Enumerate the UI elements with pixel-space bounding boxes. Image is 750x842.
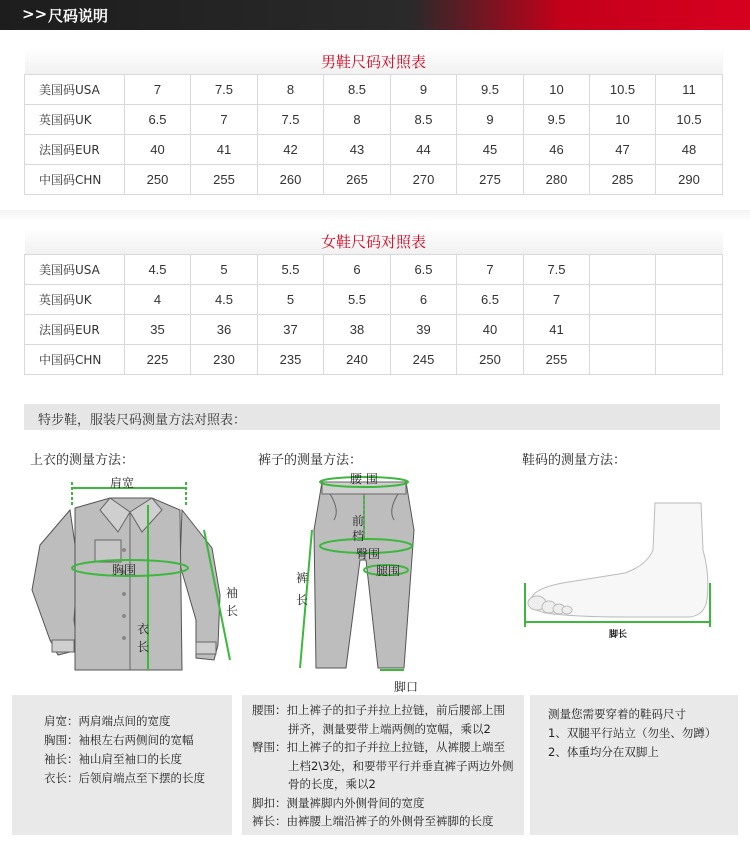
men-size-table xyxy=(24,48,723,195)
legend-line: 拼齐，测量要带上端两侧的宽幅，乘以2 xyxy=(288,721,491,736)
table-cell: 9.5 xyxy=(457,75,524,105)
table-cell: 5.5 xyxy=(324,285,391,315)
table-cell: 275 xyxy=(457,165,524,195)
table-cell: 37 xyxy=(258,315,324,345)
table-cell: 7.5 xyxy=(258,105,324,135)
table-cell: 47 xyxy=(590,135,656,165)
foot-diagram xyxy=(515,495,720,645)
table-cell: 240 xyxy=(324,345,391,375)
chevron-double-right-icon: >> xyxy=(22,5,48,23)
table-cell: 7 xyxy=(457,255,524,285)
row-label: 美国码USA xyxy=(25,75,125,105)
legend-line: 上档2\3处，和要带平行并垂直裤子两边外侧 xyxy=(288,758,514,773)
table-cell: 45 xyxy=(457,135,524,165)
table-cell: 230 xyxy=(191,345,258,375)
table-cell: 48 xyxy=(656,135,723,165)
front-rise-label: 前档 xyxy=(352,514,365,543)
table-row xyxy=(25,345,723,375)
pants-length-label: 裤长 xyxy=(296,571,309,607)
table-cell: 41 xyxy=(191,135,258,165)
table-row xyxy=(25,285,723,315)
table-cell: 6.5 xyxy=(457,285,524,315)
length-label: 衣长 xyxy=(137,622,150,654)
table-cell: 39 xyxy=(391,315,457,345)
table-cell: 36 xyxy=(191,315,258,345)
waist-label: 腰 围 xyxy=(350,472,378,486)
table-cell: 7 xyxy=(191,105,258,135)
table-cell: 7.5 xyxy=(524,255,590,285)
table-cell: 255 xyxy=(191,165,258,195)
shoe-measure-legend xyxy=(530,695,738,835)
row-label: 法国码EUR xyxy=(25,315,125,345)
table-cell: 6 xyxy=(324,255,391,285)
row-label: 中国码CHN xyxy=(25,165,125,195)
shirt-method-title: 上衣的测量方法： xyxy=(30,453,135,468)
table-cell: 4.5 xyxy=(191,285,258,315)
table-cell: 46 xyxy=(524,135,590,165)
table-cell xyxy=(590,255,656,285)
table-cell: 40 xyxy=(457,315,524,345)
table-cell: 255 xyxy=(524,345,590,375)
table-cell: 5.5 xyxy=(258,255,324,285)
table-cell xyxy=(590,345,656,375)
table-cell xyxy=(656,345,723,375)
table-cell: 225 xyxy=(125,345,191,375)
table-cell: 35 xyxy=(125,315,191,345)
shirt-measure-legend xyxy=(12,695,232,835)
legend-line: 骨的长度，乘以2 xyxy=(288,777,376,791)
table-cell: 265 xyxy=(324,165,391,195)
legend-line: 脚扣：测量裤脚内外侧骨间的宽度 xyxy=(252,795,425,810)
men-table-caption: 男鞋尺码对照表 xyxy=(25,48,723,75)
table-cell: 250 xyxy=(457,345,524,375)
table-cell: 10.5 xyxy=(656,105,723,135)
shoulder-label: 肩宽 xyxy=(110,476,135,490)
table-cell: 8 xyxy=(324,105,391,135)
women-size-table xyxy=(24,228,723,375)
table-cell: 280 xyxy=(524,165,590,195)
table-cell: 40 xyxy=(125,135,191,165)
table-cell: 8.5 xyxy=(391,105,457,135)
table-cell: 235 xyxy=(258,345,324,375)
row-label: 英国码UK xyxy=(25,105,125,135)
table-cell: 8.5 xyxy=(324,75,391,105)
table-cell: 10 xyxy=(524,75,590,105)
table-cell: 290 xyxy=(656,165,723,195)
table-cell: 5 xyxy=(191,255,258,285)
legend-line: 胸围：袖根左右两侧间的宽幅 xyxy=(44,733,194,747)
row-label: 法国码EUR xyxy=(25,135,125,165)
section-divider xyxy=(0,210,750,222)
table-row xyxy=(25,315,723,345)
chest-label: 胸围 xyxy=(112,563,137,577)
table-cell: 8 xyxy=(258,75,324,105)
table-cell: 260 xyxy=(258,165,324,195)
hip-label: 臀围 xyxy=(356,547,381,561)
table-row xyxy=(25,75,723,105)
legend-line: 2、体重均分在双脚上 xyxy=(548,745,659,759)
table-cell: 6.5 xyxy=(391,255,457,285)
legend-line: 衣长：后领肩端点至下摆的长度 xyxy=(44,771,205,785)
thigh-label: 腿围 xyxy=(376,564,401,578)
table-cell xyxy=(656,315,723,345)
legend-line: 裤长：由裤腰上端沿裤子的外侧骨至裤脚的长度 xyxy=(252,814,494,828)
legend-line: 测量您需要穿着的鞋码尺寸 xyxy=(548,707,686,721)
measure-section-bar xyxy=(24,404,720,430)
table-cell: 11 xyxy=(656,75,723,105)
shoe-method-title: 鞋码的测量方法： xyxy=(522,453,627,468)
table-cell: 7 xyxy=(125,75,191,105)
table-cell: 6.5 xyxy=(125,105,191,135)
table-cell: 38 xyxy=(324,315,391,345)
table-cell: 4.5 xyxy=(125,255,191,285)
legend-line: 肩宽：两肩端点间的宽度 xyxy=(44,714,171,728)
table-cell: 43 xyxy=(324,135,391,165)
table-row xyxy=(25,165,723,195)
table-cell: 245 xyxy=(391,345,457,375)
table-cell: 270 xyxy=(391,165,457,195)
table-row xyxy=(25,255,723,285)
table-cell: 5 xyxy=(258,285,324,315)
table-cell: 9 xyxy=(391,75,457,105)
table-cell: 7 xyxy=(524,285,590,315)
table-cell: 9 xyxy=(457,105,524,135)
table-cell: 10.5 xyxy=(590,75,656,105)
hem-label: 脚口 xyxy=(394,680,419,694)
table-row xyxy=(25,135,723,165)
sleeve-label: 袖长 xyxy=(226,586,239,618)
table-cell: 7.5 xyxy=(191,75,258,105)
table-cell xyxy=(656,255,723,285)
table-cell: 250 xyxy=(125,165,191,195)
table-cell: 42 xyxy=(258,135,324,165)
table-cell: 9.5 xyxy=(524,105,590,135)
table-cell xyxy=(590,285,656,315)
table-cell: 4 xyxy=(125,285,191,315)
row-label: 英国码UK xyxy=(25,285,125,315)
table-cell: 41 xyxy=(524,315,590,345)
legend-line: 臀围：扣上裤子的扣子并拉上拉链，从裤腰上端至 xyxy=(252,740,505,754)
table-cell xyxy=(590,315,656,345)
row-label: 美国码USA xyxy=(25,255,125,285)
legend-line: 腰围：扣上裤子的扣子并拉上拉链，前后腰部上围 xyxy=(252,703,505,717)
women-table-caption: 女鞋尺码对照表 xyxy=(25,228,723,255)
row-label: 中国码CHN xyxy=(25,345,125,375)
table-cell: 44 xyxy=(391,135,457,165)
measure-section-title: 特步鞋，服装尺码测量方法对照表： xyxy=(38,413,247,428)
foot-length-label: 脚长 xyxy=(609,630,628,640)
table-row xyxy=(25,105,723,135)
table-cell: 10 xyxy=(590,105,656,135)
page-header xyxy=(0,0,750,30)
pants-measure-legend xyxy=(242,695,524,835)
table-cell: 6 xyxy=(391,285,457,315)
legend-line: 1、双腿平行站立（勿坐、勿蹲） xyxy=(548,726,717,740)
table-cell xyxy=(656,285,723,315)
table-cell: 285 xyxy=(590,165,656,195)
page-title: 尺码说明 xyxy=(48,7,109,25)
legend-line: 袖长：袖山肩至袖口的长度 xyxy=(44,752,182,766)
pants-method-title: 裤子的测量方法： xyxy=(258,453,363,468)
